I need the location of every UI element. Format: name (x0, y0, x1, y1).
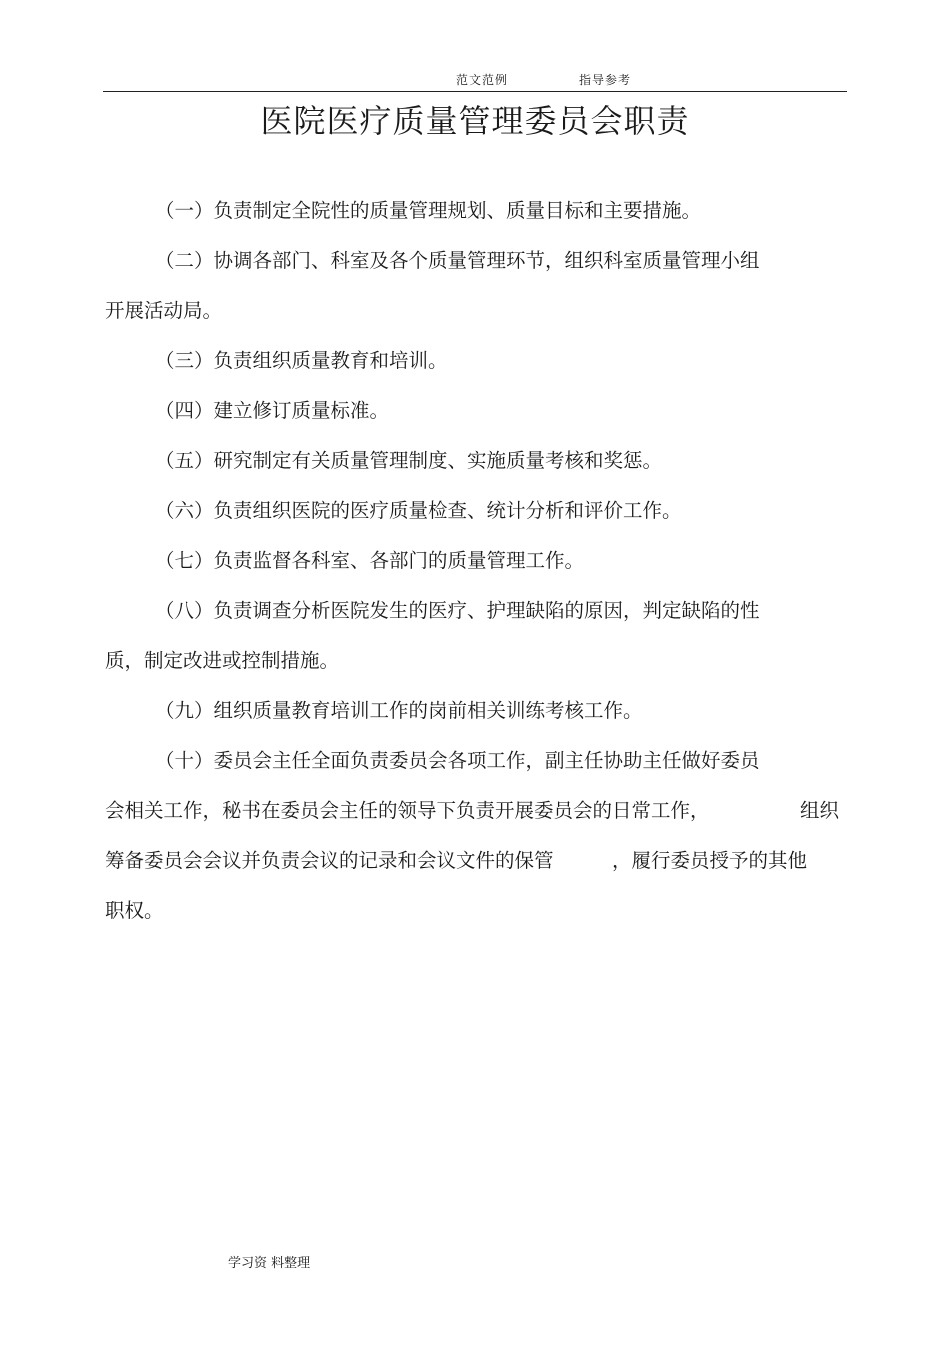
paragraph-line: 质，制定改进或控制措施。 (105, 649, 340, 672)
paragraph-line: （九）组织质量教育培训工作的岗前相关训练考核工作。 (155, 699, 643, 722)
paragraph-line: 开展活动局。 (105, 299, 223, 322)
footer-text: 学习资 料整理 (228, 1256, 311, 1271)
paragraph-line: （一）负责制定全院性的质量管理规划、质量目标和主要措施。 (155, 199, 702, 222)
header-divider (103, 91, 847, 92)
paragraph-line: 筹备委员会会议并负责会议的记录和会议文件的保管 (105, 849, 554, 872)
paragraph-line: （八）负责调查分析医院发生的医疗、护理缺陷的原因，判定缺陷的性 (155, 599, 760, 622)
paragraph-line: （十）委员会主任全面负责委员会各项工作，副主任协助主任做好委员 (155, 749, 760, 772)
header-right-text: 指导参考 (579, 73, 632, 87)
paragraph-line: （七）负责监督各科室、各部门的质量管理工作。 (155, 549, 585, 572)
paragraph-line: ，履行委员授予的其他 (612, 849, 808, 872)
paragraph-line: （三）负责组织质量教育和培训。 (155, 349, 448, 372)
header-left-text: 范文范例 (456, 73, 509, 87)
paragraph-line: （二）协调各部门、科室及各个质量管理环节，组织科室质量管理小组 (155, 249, 760, 272)
paragraph-line: （五）研究制定有关质量管理制度、实施质量考核和奖惩。 (155, 449, 663, 472)
paragraph-line: （六）负责组织医院的医疗质量检查、统计分析和评价工作。 (155, 499, 682, 522)
page-title: 医院医疗质量管理委员会职责 (260, 102, 690, 140)
paragraph-line: （四）建立修订质量标准。 (155, 399, 390, 422)
paragraph-line: 组织 (800, 799, 840, 822)
paragraph-line: 职权。 (105, 899, 164, 922)
paragraph-line: 会相关工作，秘书在委员会主任的领导下负责开展委员会的日常工作， (105, 799, 710, 822)
